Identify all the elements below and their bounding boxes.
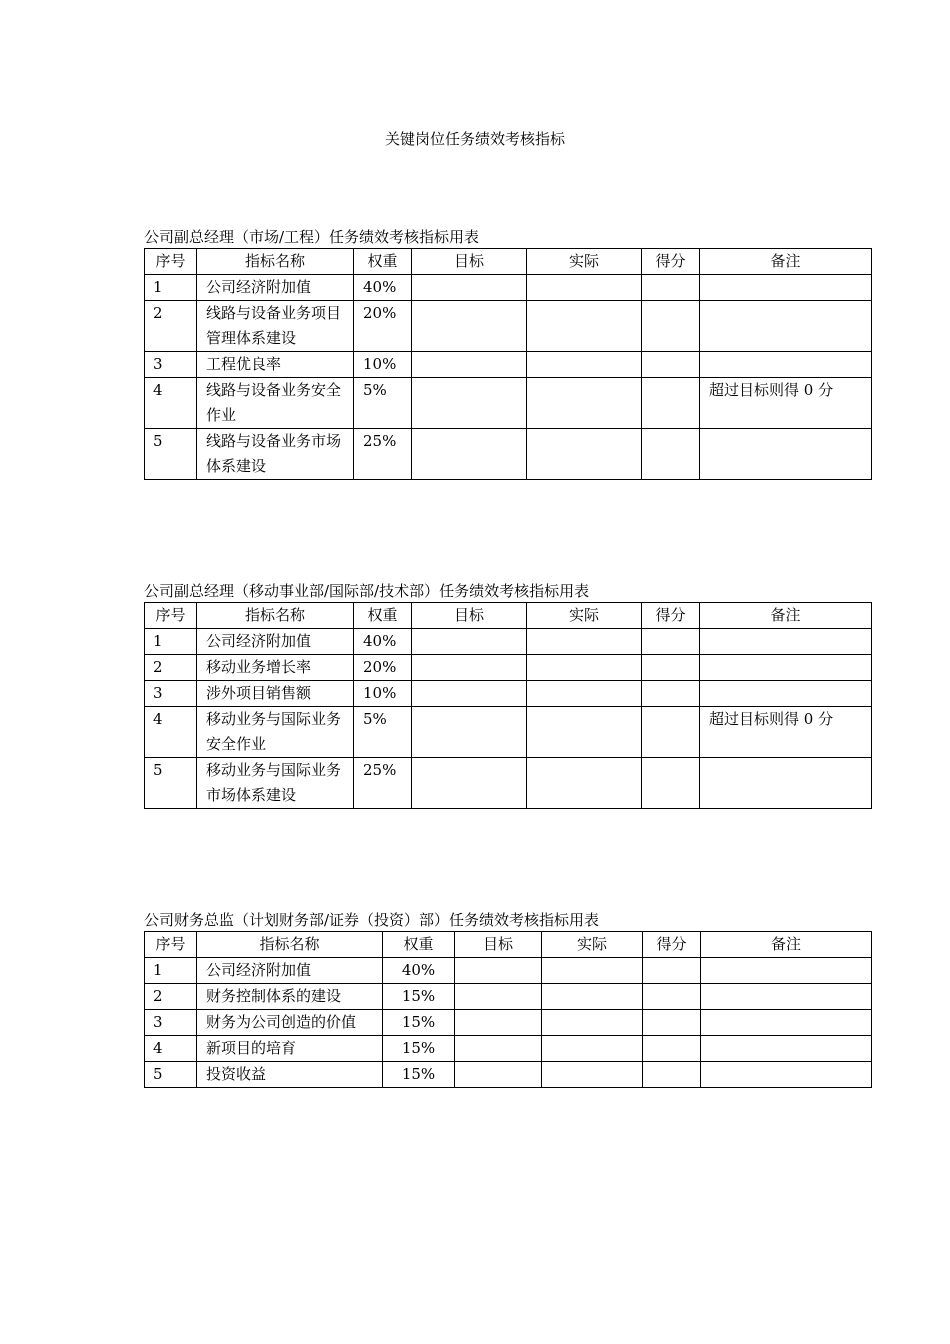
cell-target: [412, 301, 527, 352]
header-name: 指标名称: [197, 603, 354, 629]
cell-score: [643, 1010, 701, 1036]
cell-no: 1: [145, 275, 197, 301]
cell-actual: [527, 275, 642, 301]
table-row: [145, 984, 872, 1010]
header-weight: 权重: [354, 603, 412, 629]
cell-note: [701, 1036, 872, 1062]
cell-weight: 15%: [383, 1010, 455, 1036]
cell-weight: 15%: [383, 984, 455, 1010]
cell-name: 公司经济附加值: [197, 958, 383, 984]
cell-actual: [527, 681, 642, 707]
cell-no: 4: [145, 707, 197, 758]
header-weight: 权重: [354, 249, 412, 275]
cell-no: 4: [145, 1036, 197, 1062]
header-actual: 实际: [527, 249, 642, 275]
header-score: 得分: [643, 932, 701, 958]
table-caption: 公司财务总监（计划财务部/证券（投资）部）任务绩效考核指标用表: [144, 911, 600, 929]
cell-name: 财务为公司创造的价值: [197, 1010, 383, 1036]
cell-name: 线路与设备业务项目管理体系建设: [197, 301, 354, 352]
cell-weight: 40%: [383, 958, 455, 984]
cell-actual: [542, 958, 643, 984]
kpi-table: [144, 602, 872, 809]
cell-no: 3: [145, 352, 197, 378]
table-row: [145, 681, 872, 707]
cell-target: [412, 629, 527, 655]
cell-note: [700, 758, 872, 809]
table-row: [145, 1010, 872, 1036]
table-row: [145, 301, 872, 352]
cell-actual: [527, 378, 642, 429]
header-weight: 权重: [383, 932, 455, 958]
cell-score: [642, 301, 700, 352]
table-row: [145, 1036, 872, 1062]
cell-actual: [542, 1062, 643, 1088]
cell-note: [701, 958, 872, 984]
cell-target: [412, 429, 527, 480]
cell-target: [412, 655, 527, 681]
cell-score: [643, 1062, 701, 1088]
table-row: [145, 629, 872, 655]
cell-actual: [542, 1010, 643, 1036]
cell-name: 工程优良率: [197, 352, 354, 378]
cell-no: 3: [145, 681, 197, 707]
table-caption: 公司副总经理（市场/工程）任务绩效考核指标用表: [144, 228, 480, 246]
cell-weight: 20%: [354, 655, 412, 681]
header-no: 序号: [145, 603, 197, 629]
cell-target: [455, 1036, 542, 1062]
cell-weight: 20%: [354, 301, 412, 352]
cell-weight: 15%: [383, 1036, 455, 1062]
header-no: 序号: [145, 249, 197, 275]
cell-note: [701, 984, 872, 1010]
cell-note: [700, 275, 872, 301]
cell-actual: [527, 352, 642, 378]
cell-target: [455, 1062, 542, 1088]
table-caption: 公司副总经理（移动事业部/国际部/技术部）任务绩效考核指标用表: [144, 582, 590, 600]
cell-weight: 10%: [354, 352, 412, 378]
cell-weight: 15%: [383, 1062, 455, 1088]
table-row: [145, 1062, 872, 1088]
cell-no: 5: [145, 758, 197, 809]
cell-no: 5: [145, 1062, 197, 1088]
header-actual: 实际: [542, 932, 643, 958]
cell-note: [700, 655, 872, 681]
table-row: [145, 429, 872, 480]
cell-no: 4: [145, 378, 197, 429]
cell-score: [643, 958, 701, 984]
cell-weight: 40%: [354, 629, 412, 655]
cell-target: [412, 707, 527, 758]
cell-no: 1: [145, 958, 197, 984]
table-row: [145, 275, 872, 301]
cell-score: [642, 655, 700, 681]
cell-name: 涉外项目销售额: [197, 681, 354, 707]
cell-no: 2: [145, 301, 197, 352]
cell-note: [701, 1010, 872, 1036]
cell-no: 3: [145, 1010, 197, 1036]
cell-actual: [527, 758, 642, 809]
cell-note: [700, 429, 872, 480]
page-title: 关键岗位任务绩效考核指标: [384, 130, 565, 148]
cell-no: 1: [145, 629, 197, 655]
cell-note: [700, 352, 872, 378]
cell-name: 公司经济附加值: [197, 629, 354, 655]
header-name: 指标名称: [197, 249, 354, 275]
header-score: 得分: [642, 249, 700, 275]
cell-actual: [527, 429, 642, 480]
cell-target: [455, 1010, 542, 1036]
cell-name: 线路与设备业务市场体系建设: [197, 429, 354, 480]
cell-weight: 40%: [354, 275, 412, 301]
kpi-table: [144, 931, 872, 1088]
table-section-cfo: [144, 910, 871, 1088]
cell-no: 2: [145, 655, 197, 681]
cell-name: 移动业务与国际业务市场体系建设: [197, 758, 354, 809]
header-name: 指标名称: [197, 932, 383, 958]
cell-weight: 10%: [354, 681, 412, 707]
header-no: 序号: [145, 932, 197, 958]
cell-name: 移动业务增长率: [197, 655, 354, 681]
table-section-vp-market: [144, 227, 871, 480]
cell-score: [642, 629, 700, 655]
header-target: 目标: [412, 249, 527, 275]
table-row: [145, 378, 872, 429]
cell-target: [412, 681, 527, 707]
cell-weight: 25%: [354, 429, 412, 480]
cell-score: [642, 707, 700, 758]
cell-target: [412, 378, 527, 429]
table-row: [145, 352, 872, 378]
cell-note: [700, 629, 872, 655]
header-target: 目标: [412, 603, 527, 629]
cell-score: [642, 378, 700, 429]
table-section-vp-mobile: [144, 581, 871, 809]
table-header-row: [145, 932, 872, 958]
cell-name: 移动业务与国际业务安全作业: [197, 707, 354, 758]
cell-score: [642, 352, 700, 378]
cell-target: [455, 958, 542, 984]
header-note: 备注: [700, 249, 872, 275]
cell-score: [642, 758, 700, 809]
table-row: [145, 758, 872, 809]
cell-target: [412, 758, 527, 809]
cell-actual: [527, 629, 642, 655]
cell-actual: [527, 301, 642, 352]
header-actual: 实际: [527, 603, 642, 629]
table-header-row: [145, 249, 872, 275]
cell-target: [455, 984, 542, 1010]
cell-score: [643, 984, 701, 1010]
cell-note: [700, 681, 872, 707]
cell-actual: [542, 984, 643, 1010]
table-row: [145, 707, 872, 758]
cell-score: [642, 275, 700, 301]
cell-name: 线路与设备业务安全作业: [197, 378, 354, 429]
cell-note: [700, 301, 872, 352]
cell-actual: [527, 707, 642, 758]
header-score: 得分: [642, 603, 700, 629]
cell-note: 超过目标则得 0 分: [700, 707, 872, 758]
cell-name: 公司经济附加值: [197, 275, 354, 301]
cell-actual: [542, 1036, 643, 1062]
table-header-row: [145, 603, 872, 629]
header-target: 目标: [455, 932, 542, 958]
cell-note: [701, 1062, 872, 1088]
cell-score: [643, 1036, 701, 1062]
cell-score: [642, 429, 700, 480]
cell-no: 2: [145, 984, 197, 1010]
kpi-table: [144, 248, 872, 480]
cell-weight: 5%: [354, 378, 412, 429]
cell-weight: 25%: [354, 758, 412, 809]
cell-note: 超过目标则得 0 分: [700, 378, 872, 429]
cell-no: 5: [145, 429, 197, 480]
header-note: 备注: [700, 603, 872, 629]
cell-name: 新项目的培育: [197, 1036, 383, 1062]
cell-name: 财务控制体系的建设: [197, 984, 383, 1010]
cell-weight: 5%: [354, 707, 412, 758]
table-row: [145, 655, 872, 681]
cell-target: [412, 352, 527, 378]
cell-target: [412, 275, 527, 301]
header-note: 备注: [701, 932, 872, 958]
cell-actual: [527, 655, 642, 681]
cell-score: [642, 681, 700, 707]
table-row: [145, 958, 872, 984]
cell-name: 投资收益: [197, 1062, 383, 1088]
